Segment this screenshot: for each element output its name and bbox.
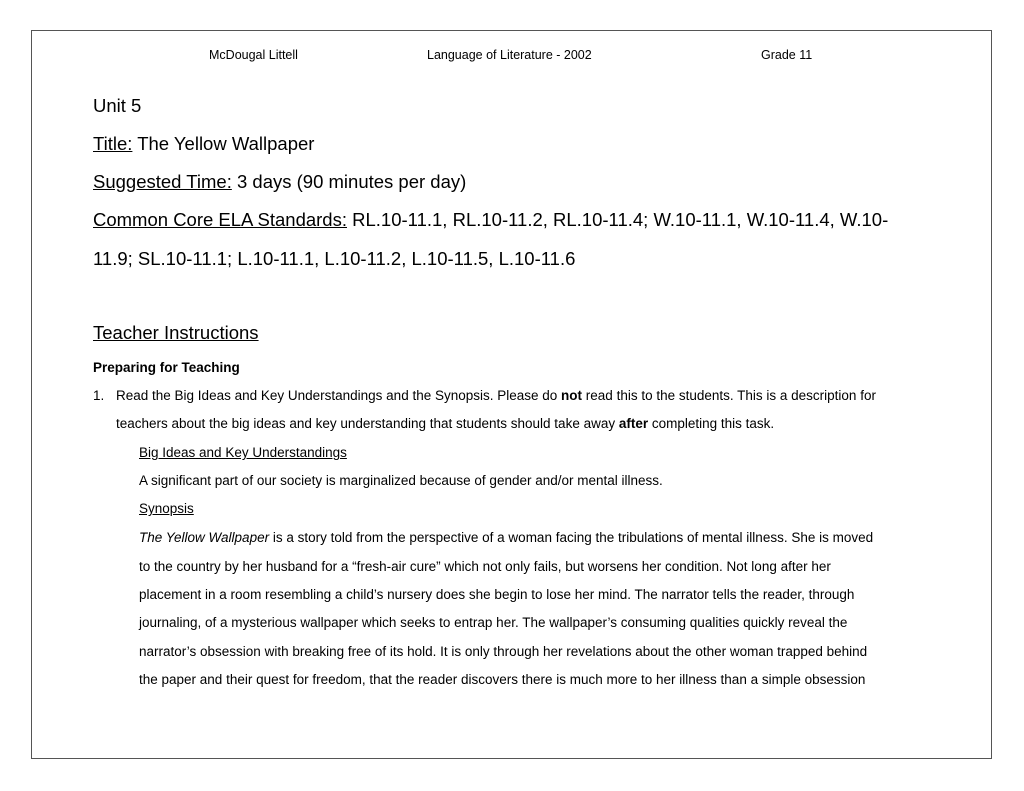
teacher-instructions-title: Teacher Instructions: [93, 322, 259, 343]
synopsis-line-2: to the country by her husband for a “fresh-air cure” which not only fails, but worsens her condition. Not long after her: [139, 559, 831, 574]
big-ideas-heading: Big Ideas and Key Understandings: [139, 445, 347, 460]
standards-line-2: 11.9; SL.10-11.1; L.10-11.1, L.10-11.2, L.10-11.5, L.10-11.6: [93, 248, 576, 269]
item1-text-c: teachers about the big ideas and key understanding that students should take away: [116, 416, 619, 431]
header-grade: Grade 11: [761, 48, 813, 62]
item1-bold-after: after: [618, 416, 649, 431]
synopsis-line-1: [139, 530, 873, 546]
standards-value-1: RL.10-11.1, RL.10-11.2, RL.10-11.4; W.10-11.1, W.10-11.4, W.10-: [352, 209, 889, 230]
synopsis-line-5: narrator’s obsession with breaking free of its hold. It is only through her revelations about the other woman trapped behind: [139, 644, 868, 659]
title-value: The Yellow Wallpaper: [137, 133, 315, 154]
header-publisher: McDougal Littell: [209, 48, 298, 62]
standards-line-1: [93, 209, 888, 231]
synopsis-line-4: journaling, of a mysterious wallpaper which seeks to entrap her. The wallpaper’s consuming qualities quickly reveal the: [139, 615, 848, 630]
suggested-time-line: [93, 171, 466, 193]
standards-label: Common Core ELA Standards:: [93, 209, 347, 230]
item1-text-d: completing this task.: [648, 416, 775, 431]
item-number: 1.: [93, 388, 105, 403]
header-program: Language of Literature - 2002: [427, 48, 592, 62]
suggested-time-label: Suggested Time:: [93, 171, 232, 192]
synopsis-line-1-rest: is a story told from the perspective of a woman facing the tribulations of mental illness. She is moved: [269, 530, 874, 545]
synopsis-line-6: the paper and their quest for freedom, that the reader discovers there is much more to her illness than a simple obsession: [139, 672, 866, 687]
item1-line1: [116, 388, 876, 404]
item1-line2: [116, 416, 774, 432]
item1-text-b: read this to the students. This is a description for: [582, 388, 876, 403]
unit-heading: Unit 5: [93, 95, 142, 116]
preparing-subhead: Preparing for Teaching: [93, 360, 240, 375]
title-line: [93, 133, 314, 155]
big-ideas-text: A significant part of our society is marginalized because of gender and/or mental illness.: [139, 473, 663, 488]
synopsis-line-3: placement in a room resembling a child’s nursery does she begin to lose her mind. The narrator tells the reader, through: [139, 587, 855, 602]
synopsis-title-italic: The Yellow Wallpaper: [139, 530, 270, 545]
synopsis-heading: Synopsis: [139, 501, 194, 516]
item1-text-a: Read the Big Ideas and Key Understandings and the Synopsis. Please do: [116, 388, 562, 403]
suggested-time-value: 3 days (90 minutes per day): [236, 171, 467, 192]
item1-bold-not: not: [561, 388, 583, 403]
title-label: Title:: [93, 133, 133, 154]
